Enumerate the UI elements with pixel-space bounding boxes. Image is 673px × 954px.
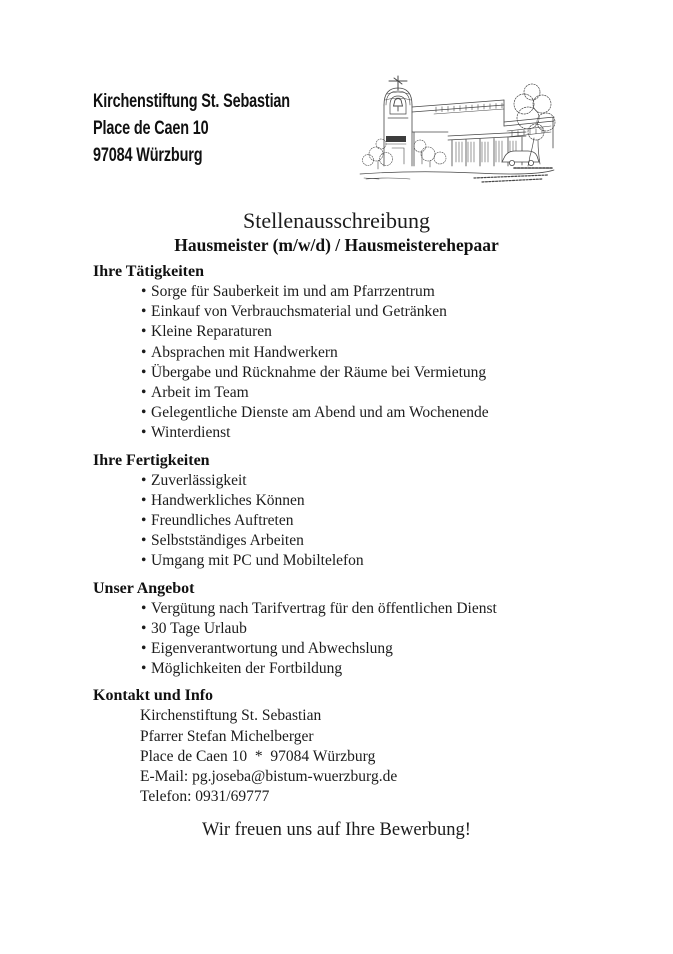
list-item [93, 531, 643, 551]
list-item [93, 363, 643, 383]
section-heading-taetigkeiten: Ihre Tätigkeiten [93, 263, 204, 280]
bullet-marker: • [141, 660, 147, 678]
list-item-text: Handwerkliches Können [151, 491, 305, 509]
contact-org: Kirchenstiftung St. Sebastian [140, 707, 322, 725]
list-item-text: Absprachen mit Handwerkern [151, 343, 338, 361]
section-heading-kontakt: Kontakt und Info [93, 687, 214, 705]
bullet-marker: • [141, 283, 147, 300]
contact-block [93, 706, 643, 807]
page-title: Stellenausschreibung [243, 208, 430, 233]
section-heading-fertigkeiten: Ihre Fertigkeiten [93, 451, 210, 469]
list-item-text: Sorge für Sauberkeit im und am Pfarrzentrum [151, 283, 435, 300]
document-body [93, 262, 643, 807]
list-item [93, 551, 643, 571]
bullet-marker: • [141, 512, 147, 530]
closing-line: Wir freuen uns auf Ihre Bewerbung! [202, 820, 471, 840]
bullet-marker: • [141, 619, 147, 637]
list-item [93, 599, 643, 619]
letterhead-city: 97084 Würzburg [93, 145, 203, 166]
bullet-marker: • [141, 404, 147, 422]
contact-email: E-Mail: pg.joseba@bistum-wuerzburg.de [140, 768, 398, 786]
bullet-marker: • [141, 599, 147, 617]
list-item-text: 30 Tage Urlaub [151, 619, 247, 637]
letterhead-org: Kirchenstiftung St. Sebastian [93, 91, 290, 112]
list-item [93, 383, 643, 403]
bullet-marker: • [141, 640, 147, 658]
list-item [93, 403, 643, 423]
list-item [93, 511, 643, 531]
list-item [93, 423, 643, 443]
bullet-marker: • [141, 552, 147, 570]
list-item [93, 619, 643, 639]
list-item [93, 343, 643, 363]
list-item-text: Vergütung nach Tarifvertrag für den öffentlichen Dienst [151, 599, 497, 617]
list-item-text: Arbeit im Team [151, 384, 249, 402]
list-item-text: Gelegentliche Dienste am Abend und am Wochenende [151, 404, 489, 422]
bullet-marker: • [141, 323, 147, 341]
bullet-marker: • [141, 471, 147, 489]
bullet-marker: • [141, 384, 147, 402]
letterhead [93, 88, 290, 169]
list-item [93, 302, 643, 322]
list-item-text: Kleine Reparaturen [151, 323, 272, 341]
bullet-marker: • [141, 343, 147, 361]
page-subtitle: Hausmeister (m/w/d) / Hausmeisterehepaar [174, 235, 499, 255]
bullet-marker: • [141, 424, 147, 442]
church-illustration [356, 74, 560, 192]
list-item [93, 471, 643, 491]
bullet-marker: • [141, 491, 147, 509]
list-angebot [93, 599, 643, 680]
section-heading-angebot: Unser Angebot [93, 579, 195, 597]
bullet-marker: • [141, 363, 147, 381]
list-item-text: Selbstständiges Arbeiten [151, 532, 304, 550]
list-item [93, 491, 643, 511]
contact-phone: Telefon: 0931/69777 [140, 788, 270, 806]
list-item-text: Freundliches Auftreten [151, 512, 294, 530]
list-item [93, 659, 643, 679]
list-item-text: Einkauf von Verbrauchsmaterial und Getränken [151, 303, 447, 321]
list-item [93, 639, 643, 659]
contact-person: Pfarrer Stefan Michelberger [140, 727, 314, 745]
list-item [93, 322, 643, 342]
bullet-marker: • [141, 303, 147, 321]
list-item-text: Möglichkeiten der Fortbildung [151, 660, 343, 678]
list-item-text: Übergabe und Rücknahme der Räume bei Vermietung [151, 363, 487, 381]
letterhead-street: Place de Caen 10 [93, 118, 209, 139]
list-item-text: Winterdienst [151, 424, 231, 442]
list-taetigkeiten [93, 282, 643, 444]
bullet-marker: • [141, 532, 147, 550]
list-item-text: Umgang mit PC und Mobiltelefon [151, 552, 364, 570]
contact-address: Place de Caen 10 * 97084 Würzburg [140, 747, 376, 765]
list-item [93, 282, 643, 302]
list-item-text: Zuverlässigkeit [151, 471, 247, 489]
list-item-text: Eigenverantwortung und Abwechslung [151, 640, 393, 658]
list-fertigkeiten [93, 471, 643, 572]
